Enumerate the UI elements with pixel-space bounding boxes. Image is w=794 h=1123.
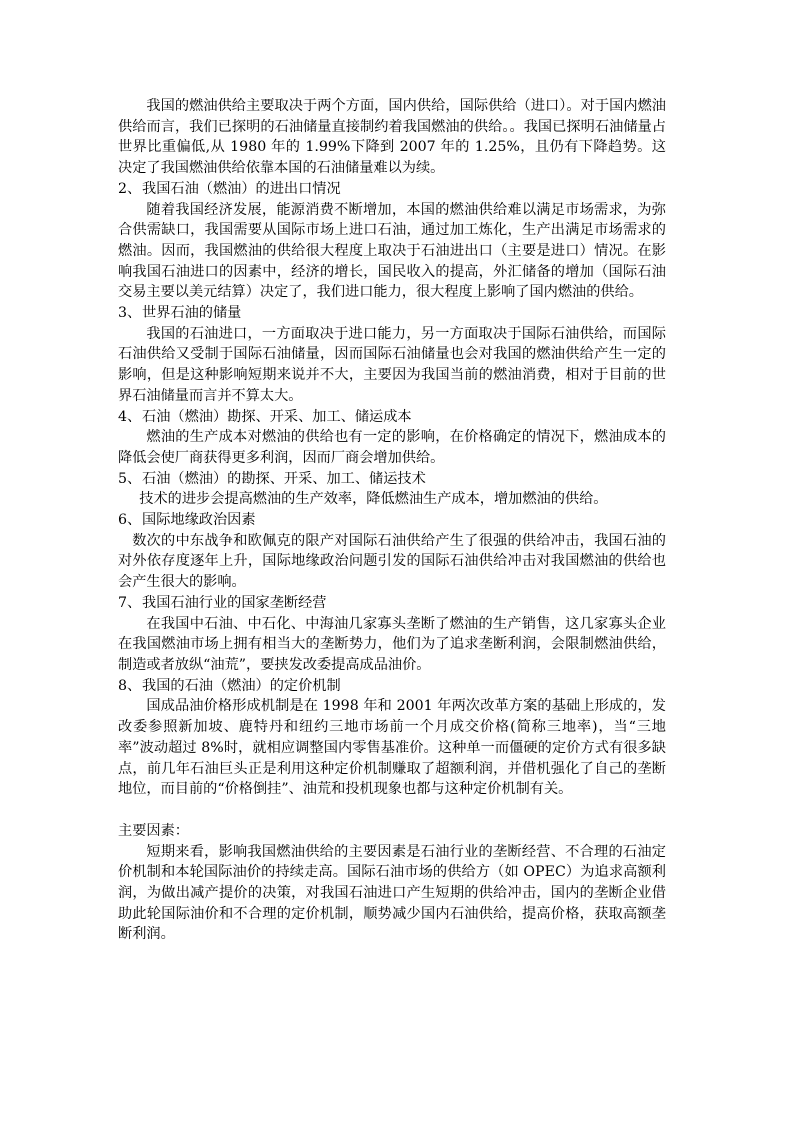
section-number: 7、 <box>118 594 142 611</box>
section-paragraph-6: 数次的中东战争和欧佩克的限产对国际石油供给产生了很强的供给冲击，我国石油的对外依存度逐年上升，国际地缘政治问题引发的国际石油供给冲击对我国燃油的供给也会产生很大的影响。 <box>118 532 666 591</box>
document-body <box>118 96 666 945</box>
section-paragraph-4: 燃油的生产成本对燃油的供给也有一定的影响，在价格确定的情况下，燃油成本的降低会使厂商获得更多利润，因而厂商会增加供给。 <box>118 429 666 466</box>
summary-heading: 主要因素： <box>118 822 189 839</box>
section-number: 5、 <box>118 470 142 487</box>
intro-paragraph: 我国的燃油供给主要取决于两个方面，国内供给，国际供给（进口）。对于国内燃油供给而言，我们已探明的石油储量直接制约着我国燃油的供给。。我国已探明石油储量占世界比重偏低,从 1980 年的 1.99%下降到 2007 年的 1.25%，且仍有下降趋势。这决定了我国燃油供给依靠本国的石油储量难以为续。 <box>118 98 666 177</box>
section-heading-6 <box>118 510 666 531</box>
section-title: 我国石油行业的国家垄断经营 <box>142 594 327 611</box>
section-paragraph-7: 在我国中石油、中石化、中海油几家寡头垄断了燃油的生产销售，这几家寡头企业在我国燃油市场上拥有相当大的垄断势力，他们为了追求垄断利润，会限制燃油供给，制造或者放纵“油荒”，要挟发改委提高成品油价。 <box>118 615 666 673</box>
section-heading-3 <box>118 303 666 324</box>
section-number: 3、 <box>118 305 142 322</box>
section-paragraph-5: 技术的进步会提高燃油的生产效率，降低燃油生产成本，增加燃油的供给。 <box>139 491 608 508</box>
section-title: 国际地缘政治因素 <box>142 512 256 529</box>
section-paragraph-2: 随着我国经济发展，能源消费不断增加，本国的燃油供给难以满足市场需求，为弥合供需缺口，我国需要从国际市场上进口石油，通过加工炼化，生产出满足市场需求的燃油。因而，我国燃油的供给很大程度上取决于石油进出口（主要是进口）情况。在影响我国石油进口的因素中，经济的增长，国民收入的提高，外汇储备的增加（国际石油交易主要以美元结算）决定了，我们进口能力，很大程度上影响了国内燃油的供给。 <box>118 201 666 301</box>
section-number: 4、 <box>118 408 142 425</box>
section-number: 2、 <box>118 180 142 197</box>
section-title: 石油（燃油）的勘探、开采、加工、储运技术 <box>142 470 426 487</box>
section-heading-5 <box>118 469 666 490</box>
section-number: 6、 <box>118 512 142 529</box>
section-paragraph-8: 国成品油价格形成机制是在 1998 年和 2001 年两次改革方案的基础上形成的，发改委参照新加坡、鹿特丹和纽约三地市场前一个月成交价格(简称三地率)，当“三地率”波动超过 8%时，就相应调整国内零售基准价。这种单一而僵硬的定价方式有很多缺点，前几年石油巨头正是利用这种定价机制赚取了超额利润，并借机强化了自己的垄断地位，而目前的“价格倒挂”、油荒和投机现象也都与这种定价机制有关。 <box>118 698 666 798</box>
paragraph-gap <box>118 800 666 821</box>
section-heading-4 <box>118 407 666 428</box>
section-heading-7 <box>118 593 666 614</box>
summary-paragraph: 短期来看，影响我国燃油供给的主要因素是石油行业的垄断经营、不合理的石油定价机制和本轮国际油价的持续走高。国际石油市场的供给方（如 OPEC）为追求高额利润，为做出减产提价的决策，对我国石油进口产生短期的供给冲击，国内的垄断企业借助此轮国际油价和不合理的定价机制，顺势减少国内石油供给，提高价格，获取高额垄断利润。 <box>118 843 666 943</box>
section-heading-8 <box>118 676 666 697</box>
section-paragraph-3: 我国的石油进口，一方面取决于进口能力，另一方面取决于国际石油供给，而国际石油供给又受制于国际石油储量，因而国际石油储量也会对我国的燃油供给产生一定的影响，但是这种影响短期来说并不大，主要因为我国当前的燃油消费，相对于目前的世界石油储量而言并不算太大。 <box>118 325 666 404</box>
section-number: 8、 <box>118 677 142 694</box>
section-heading-2 <box>118 179 666 200</box>
section-title: 世界石油的储量 <box>142 305 242 322</box>
section-title: 我国石油（燃油）的进出口情况 <box>142 180 341 197</box>
section-title: 我国的石油（燃油）的定价机制 <box>142 677 341 694</box>
section-title: 石油（燃油）勘探、开采、加工、储运成本 <box>142 408 412 425</box>
